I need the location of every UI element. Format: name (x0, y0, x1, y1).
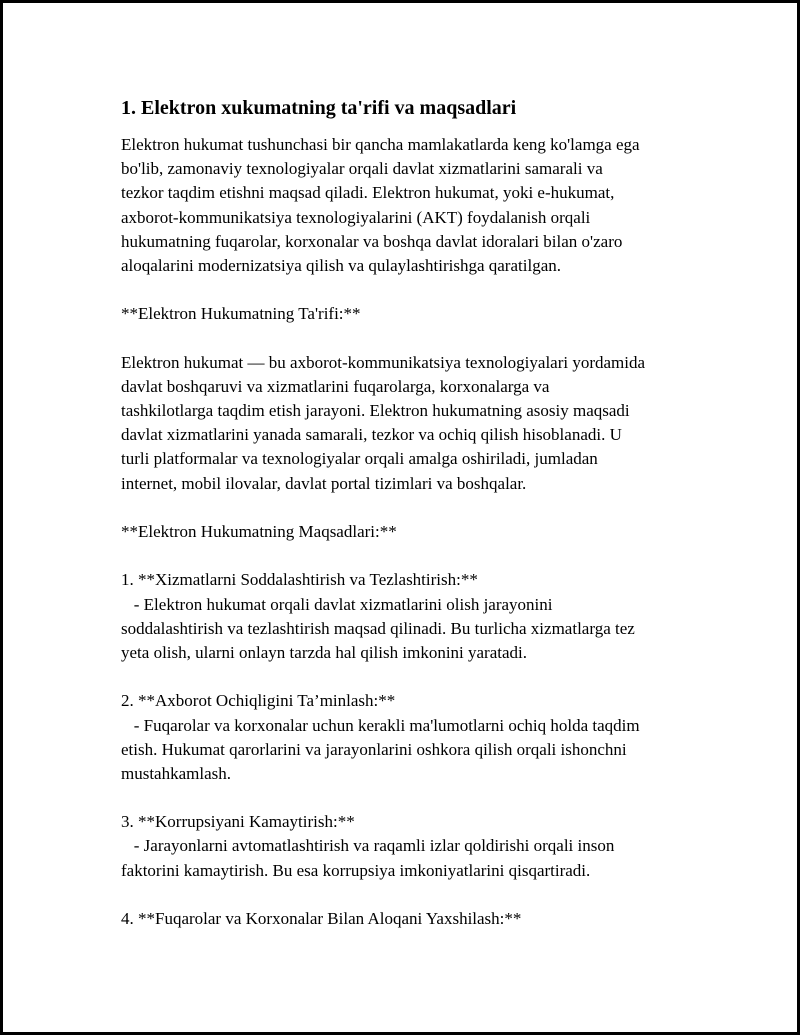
text-line: - Elektron hukumat orqali davlat xizmatlarini olish jarayonini (121, 594, 553, 614)
goal-title: 2. **Axborot Ochiqligini Ta’minlash:** (121, 691, 396, 711)
text-line: Elektron hukumat — bu axborot-kommunikatsiya texnologiyalari yordamida (121, 352, 646, 372)
intro-paragraph (121, 133, 701, 278)
goal-title: 4. **Fuqarolar va Korxonalar Bilan Aloqani Yaxshilash:** (121, 909, 522, 928)
goal-item (121, 689, 701, 786)
text-line: tashkilotlarga taqdim etish jarayoni. Elektron hukumatning asosiy maqsadi (121, 401, 630, 421)
text-line: davlat xizmatlarini yanada samarali, tezkor va ochiq qilish hisoblanadi. U (121, 425, 622, 445)
section-heading: 1. Elektron xukumatning ta'rifi va maqsadlari (121, 97, 517, 119)
text-line: yeta olish, ularni onlayn tarzda hal qilish imkonini yaratadi. (121, 642, 528, 662)
text-line: tezkor taqdim etishni maqsad qiladi. Elektron hukumat, yoki e-hukumat, (121, 183, 615, 203)
goals-heading: **Elektron Hukumatning Maqsadlari:** (121, 522, 397, 541)
text-line: internet, mobil ilovalar, davlat portal tizimlari va boshqalar. (121, 473, 527, 493)
text-line: soddalashtirish va tezlashtirish maqsad qilinadi. Bu turlicha xizmatlarga tez (121, 618, 635, 638)
definition-paragraph (121, 351, 701, 496)
goal-title: 1. **Xizmatlarni Soddalashtirish va Tezlashtirish:** (121, 570, 478, 590)
text-line: etish. Hukumat qarorlarini va jarayonlarini oshkora qilish orqali ishonchni (121, 739, 627, 759)
text-line: - Fuqarolar va korxonalar uchun kerakli ma'lumotlarni ochiq holda taqdim (121, 715, 640, 735)
text-line: hukumatning fuqarolar, korxonalar va boshqa davlat idoralari bilan o'zaro (121, 231, 623, 251)
definition-heading: **Elektron Hukumatning Ta'rifi:** (121, 304, 361, 324)
text-line: davlat boshqaruvi va xizmatlarini fuqarolarga, korxonalarga va (121, 376, 550, 396)
text-line: Elektron hukumat tushunchasi bir qancha mamlakatlarda keng ko'lamga ega (121, 135, 640, 154)
document-body (121, 95, 701, 931)
text-line: aloqalarini modernizatsiya qilish va qulaylashtirishga qaratilgan. (121, 255, 561, 275)
text-line: bo'lib, zamonaviy texnologiyalar orqali davlat xizmatlarini samarali va (121, 159, 603, 179)
text-line: mustahkamlash. (121, 763, 232, 783)
text-line: - Jarayonlarni avtomatlashtirish va raqamli izlar qoldirishi orqali inson (121, 836, 615, 856)
goal-item (121, 568, 701, 665)
goal-title: 3. **Korrupsiyani Kamaytirish:** (121, 812, 355, 832)
goal-item (121, 907, 701, 931)
text-line: faktorini kamaytirish. Bu esa korrupsiya imkoniyatlarini qisqartiradi. (121, 860, 591, 880)
text-line: turli platformalar va texnologiyalar orqali amalga oshiriladi, jumladan (121, 449, 598, 469)
text-line: axborot-kommunikatsiya texnologiyalarini (AKT) foydalanish orqali (121, 207, 591, 227)
goal-item (121, 810, 701, 883)
